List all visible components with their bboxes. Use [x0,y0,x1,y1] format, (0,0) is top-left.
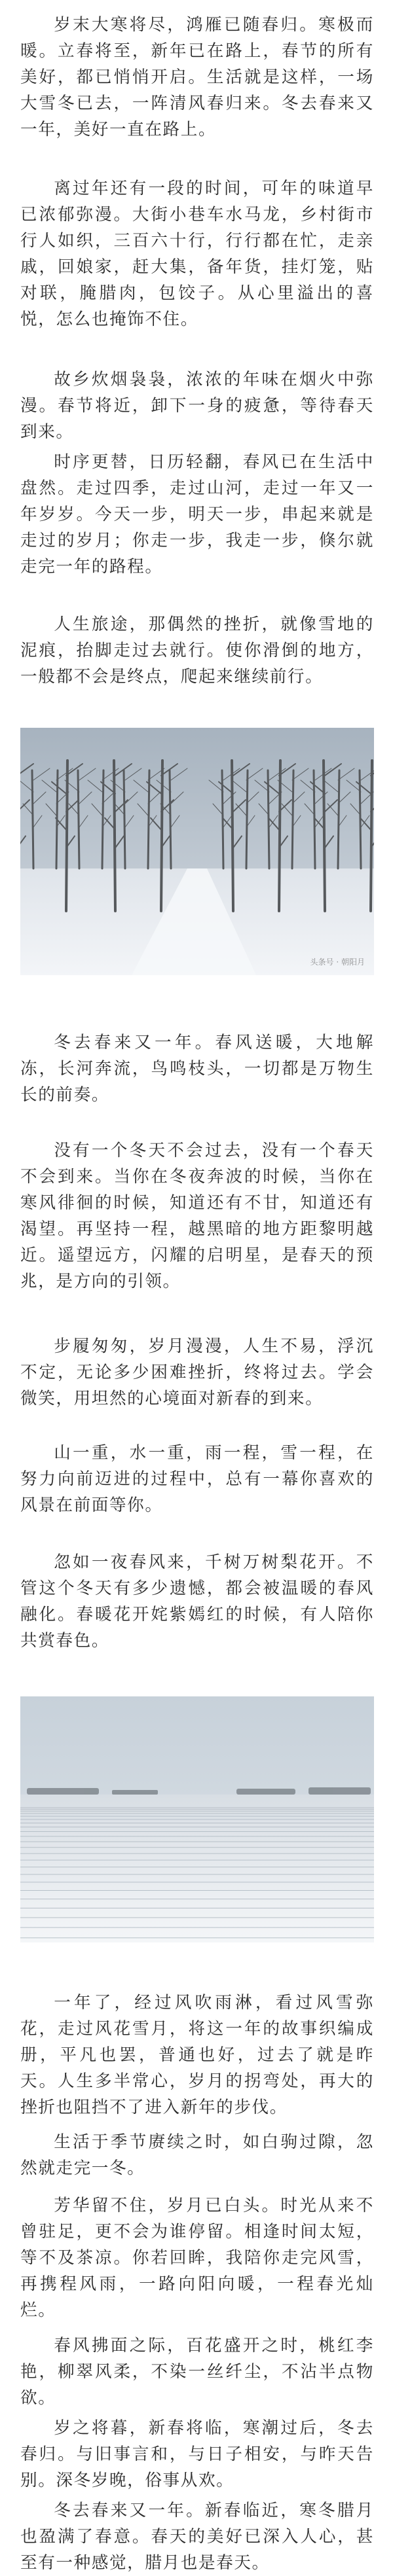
tree-trunk [66,760,67,911]
paragraph: 山一重，水一重，雨一程，雪一程，在努力向前迈进的过程中，总有一幕你喜欢的风景在前面等你。 [20,1443,374,1515]
tree-trunk [170,770,171,868]
snowy-field-photo [20,1696,374,1942]
paragraph: 岁之将暮，新春将临，寒潮过后，冬去春归。与旧事言和，与日子相安，与昨天告别。深冬岁晚，俗事从欢。 [20,2418,374,2490]
paragraph: 没有一个冬天不会过去，没有一个春天不会到来。当你在冬夜奔波的时候，当你在寒风徘徊的时候，知道还有不甘，知道还有渴望。再坚持一程，越黑暗的地方距黎明越近。遥望远方，闪耀的启明星，是春天的预兆，是方向的引领。 [20,1141,374,1291]
snowy-forest-photo [20,728,374,975]
paragraph: 春风拂面之际，百花盛开之时，桃红李艳，柳翠风柔，不染一丝纤尘，不沾半点物欲。 [20,2336,374,2408]
paragraph: 生活于季节赓续之时，如白驹过隙，忽然就走完一冬。 [20,2132,374,2178]
snowy-field-illustration [20,1696,374,1942]
tree-trunk [246,770,248,868]
paragraph: 芳华留不住，岁月已白头。时光从来不曾驻足，更不会为谁停留。相逢时间太短，等不及茶凉。你若回眸，我陪你走完风雪，再携程风雨，一路向阳向暖，一程春光灿烂。 [20,2196,374,2320]
paragraph: 岁末大寒将尽，鸿雁已随春归。寒极而暖。立春将至，新年已在路上，春节的所有美好，都已悄悄开启。生活就是这样，一场大雪冬已去，一阵清风春归来。冬去春来又一年，美好一直在路上。 [20,15,374,139]
tree-trunk [124,770,125,868]
tree-trunk [32,770,33,868]
paragraph: 冬去春来又一年。春风送暖，大地解冻，长河奔流，鸟鸣枝头，一切都是万物生长的前奏。 [20,1033,374,1105]
tree-trunk [371,760,372,911]
snowy-forest-illustration [20,728,374,975]
paragraph: 忽如一夜春风来，千树万树梨花开。不管这个冬天有多少遗憾，都会被温暖的春风融化。春暖花开姹紫嫣红的时候，有人陪你共赏春色。 [20,1552,374,1651]
photo-watermark: 头条号 · 朝阳月 [310,957,365,967]
tree-trunk [78,770,79,868]
paragraph: 步履匆匆，岁月漫漫，人生不易，浮沉不定，无论多少困难挫折，终将过去。学会微笑，用坦然的心境面对新春的到来。 [20,1336,374,1408]
tree-trunk [114,760,115,911]
paragraph: 故乡炊烟袅袅，浓浓的年味在烟火中弥漫。春节将近，卸下一身的疲惫，等待春天到来。 [20,370,374,442]
paragraph: 冬去春来又一年。新春临近，寒冬腊月也盈满了春意。春天的美好已深入人心，甚至有一种感觉，腊月也是春天。 [20,2501,374,2573]
tree-trunk [279,760,280,911]
paragraph: 离过年还有一段的时间，可年的味道早已浓郁弥漫。大街小巷车水马龙，乡村街市行人如织，三百六十行，行行都在忙，走亲戚，回娘家，赶大集，备年货，挂灯笼，贴对联，腌腊肉，包饺子。从心里溢出的喜悦，怎么也掩饰不住。 [20,179,374,329]
tree-trunk [324,760,325,911]
paragraph: 一年了，经过风吹雨淋，看过风雪弥花，走过风花雪月，将这一年的故事织编成册，平凡也罢，普通也好，过去了就是昨天。人生多半常心，岁月的拐弯处，再大的挫折也阻挡不了进入新年的步伐。 [20,1993,374,2117]
tree-trunk [102,770,103,868]
paragraph: 人生旅途，那偶然的挫折，就像雪地的泥痕，抬脚走过去就行。使你滑倒的地方，一般都不会是终点，爬起来继续前行。 [20,615,374,687]
paragraph: 时序更替，日历轻翻，春风已在生活中盘然。走过四季，走过山河，走过一年又一年岁岁。今天一步，明天一步，串起来就是走过的岁月；你走一步，我走一步，倏尔就走完一年的路程。 [20,452,374,577]
tree-trunk [232,760,233,911]
tree-trunk [161,760,162,911]
tree-trunk [338,770,339,868]
tree-trunk [292,770,293,868]
tree-trunk [148,770,149,868]
